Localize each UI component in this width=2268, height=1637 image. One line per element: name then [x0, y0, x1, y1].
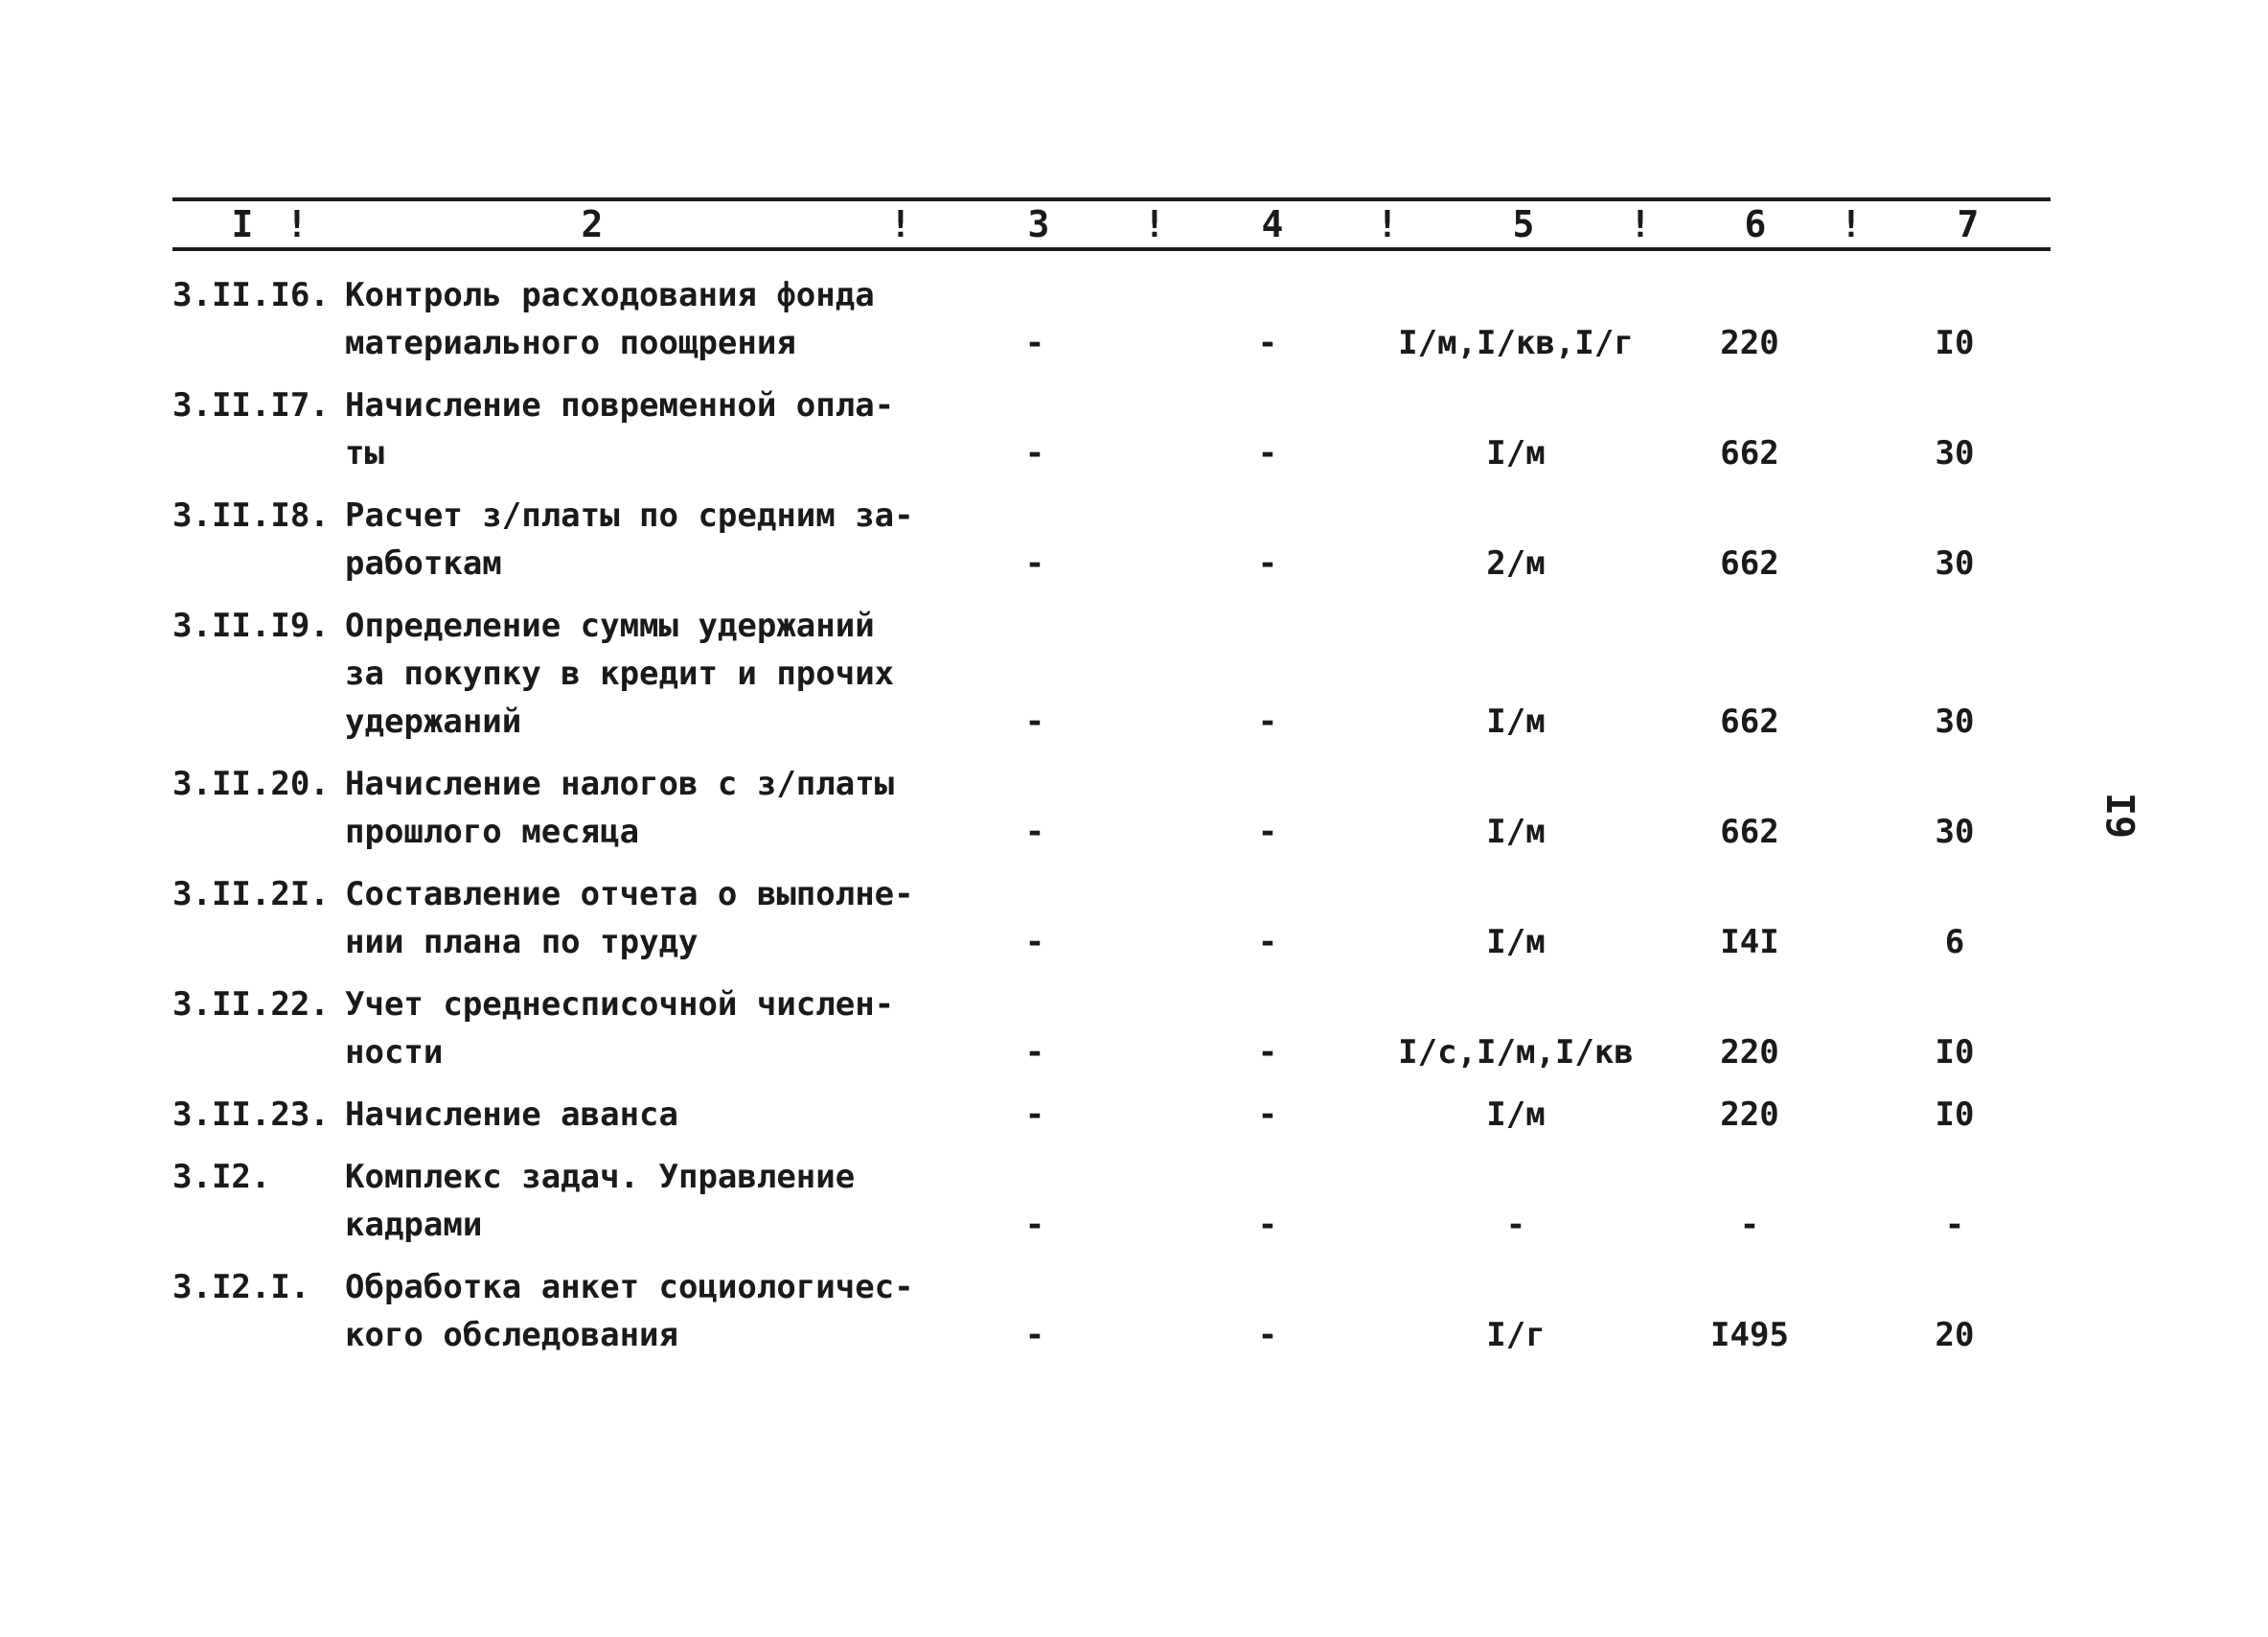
task-name-line: за покупку в кредит и прочих	[345, 655, 895, 693]
header-col-4: 4	[1261, 203, 1284, 245]
row-task-name	[345, 492, 939, 588]
row-col-6: I4I	[1720, 923, 1779, 961]
row-col-3: -	[1024, 1033, 1045, 1072]
task-name-line: Контроль расходования фонда	[345, 276, 875, 314]
row-number: 3.II.22.	[172, 985, 330, 1024]
row-col-3: -	[1024, 813, 1045, 851]
task-name-line: материального поощрения	[345, 324, 796, 362]
row-col-6: 662	[1720, 544, 1779, 583]
row-task-name	[345, 1091, 939, 1139]
header-separator: !	[889, 203, 912, 245]
page-number: I9	[2097, 792, 2142, 840]
header-top-rule	[172, 197, 2050, 201]
header-col-5: 5	[1512, 203, 1535, 245]
row-col-7: 30	[1935, 434, 1975, 473]
header-col-1: I	[231, 203, 254, 245]
row-col-5: I/м	[1486, 703, 1546, 741]
row-col-7: I0	[1935, 1095, 1975, 1134]
header-separator: !	[1629, 203, 1652, 245]
row-col-4: -	[1257, 813, 1278, 851]
row-number: 3.II.I9.	[172, 607, 330, 645]
header-separator: !	[1143, 203, 1166, 245]
row-col-7: 30	[1935, 544, 1975, 583]
row-col-6: 662	[1720, 703, 1779, 741]
header-separator: !	[1376, 203, 1399, 245]
row-number: 3.II.I7.	[172, 386, 330, 425]
row-number: 3.II.2I.	[172, 875, 330, 913]
row-task-name	[345, 271, 939, 367]
row-col-6: 662	[1720, 813, 1779, 851]
task-name-line: кадрами	[345, 1206, 483, 1244]
row-col-4: -	[1257, 434, 1278, 473]
task-name-line: Комплекс задач. Управление	[345, 1158, 856, 1196]
task-name-line: Обработка анкет социологичес-	[345, 1268, 914, 1306]
row-task-name	[345, 1153, 939, 1249]
row-col-6: 220	[1720, 324, 1779, 362]
task-name-line: прошлого месяца	[345, 813, 640, 851]
header-col-3: 3	[1027, 203, 1050, 245]
row-col-6: I495	[1710, 1316, 1789, 1354]
task-name-line: удержаний	[345, 703, 522, 741]
row-col-5: I/м	[1486, 434, 1546, 473]
row-col-7: -	[1944, 1206, 1965, 1244]
task-name-line: Определение суммы удержаний	[345, 607, 875, 645]
row-col-7: 20	[1935, 1316, 1975, 1354]
task-name-line: ности	[345, 1033, 444, 1072]
header-separator: !	[1840, 203, 1863, 245]
row-col-4: -	[1257, 703, 1278, 741]
row-col-6: 220	[1720, 1095, 1779, 1134]
row-col-7: I0	[1935, 324, 1975, 362]
row-number: 3.I2.I.	[172, 1268, 310, 1306]
row-number: 3.II.20.	[172, 765, 330, 803]
task-name-line: ты	[345, 434, 384, 473]
header-separator: !	[286, 203, 309, 245]
row-col-5: I/с,I/м,I/кв	[1398, 1033, 1634, 1072]
header-bottom-rule	[172, 247, 2050, 251]
header-col-6: 6	[1744, 203, 1767, 245]
row-col-3: -	[1024, 1095, 1045, 1134]
row-col-4: -	[1257, 544, 1278, 583]
row-col-3: -	[1024, 434, 1045, 473]
row-col-4: -	[1257, 923, 1278, 961]
task-name-line: Составление отчета о выполне-	[345, 875, 914, 913]
header-col-2: 2	[581, 203, 604, 245]
row-col-4: -	[1257, 1095, 1278, 1134]
row-col-3: -	[1024, 1316, 1045, 1354]
row-col-4: -	[1257, 1206, 1278, 1244]
row-col-6: 220	[1720, 1033, 1779, 1072]
row-col-6: 662	[1720, 434, 1779, 473]
row-col-4: -	[1257, 324, 1278, 362]
row-number: 3.I2.	[172, 1158, 271, 1196]
row-col-4: -	[1257, 1316, 1278, 1354]
task-name-line: Учет среднесписочной числен-	[345, 985, 895, 1024]
row-col-3: -	[1024, 544, 1045, 583]
task-name-line: Расчет з/платы по средним за-	[345, 496, 914, 535]
row-task-name	[345, 870, 939, 966]
row-col-5: I/м	[1486, 1095, 1546, 1134]
row-task-name	[345, 602, 939, 746]
row-col-5: -	[1505, 1206, 1526, 1244]
task-name-line: Начисление налогов с з/платы	[345, 765, 895, 803]
row-col-3: -	[1024, 324, 1045, 362]
task-name-line: нии плана по труду	[345, 923, 699, 961]
row-col-7: I0	[1935, 1033, 1975, 1072]
row-task-name	[345, 1263, 939, 1359]
row-col-7: 30	[1935, 703, 1975, 741]
row-col-3: -	[1024, 703, 1045, 741]
task-name-line: работкам	[345, 544, 502, 583]
row-task-name	[345, 381, 939, 477]
row-col-5: I/м	[1486, 923, 1546, 961]
row-col-5: I/г	[1486, 1316, 1546, 1354]
row-col-3: -	[1024, 923, 1045, 961]
row-number: 3.II.I6.	[172, 276, 330, 314]
header-col-7: 7	[1957, 203, 1980, 245]
row-col-5: I/м,I/кв,I/г	[1398, 324, 1634, 362]
row-task-name	[345, 760, 939, 856]
row-task-name	[345, 980, 939, 1076]
row-number: 3.II.23.	[172, 1095, 330, 1134]
row-col-5: I/м	[1486, 813, 1546, 851]
row-number: 3.II.I8.	[172, 496, 330, 535]
task-name-line: кого обследования	[345, 1316, 678, 1354]
row-col-3: -	[1024, 1206, 1045, 1244]
row-col-7: 6	[1944, 923, 1965, 961]
row-col-4: -	[1257, 1033, 1278, 1072]
row-col-7: 30	[1935, 813, 1975, 851]
row-col-5: 2/м	[1486, 544, 1546, 583]
task-name-line: Начисление аванса	[345, 1095, 678, 1134]
row-col-6: -	[1739, 1206, 1760, 1244]
task-name-line: Начисление повременной опла-	[345, 386, 895, 425]
